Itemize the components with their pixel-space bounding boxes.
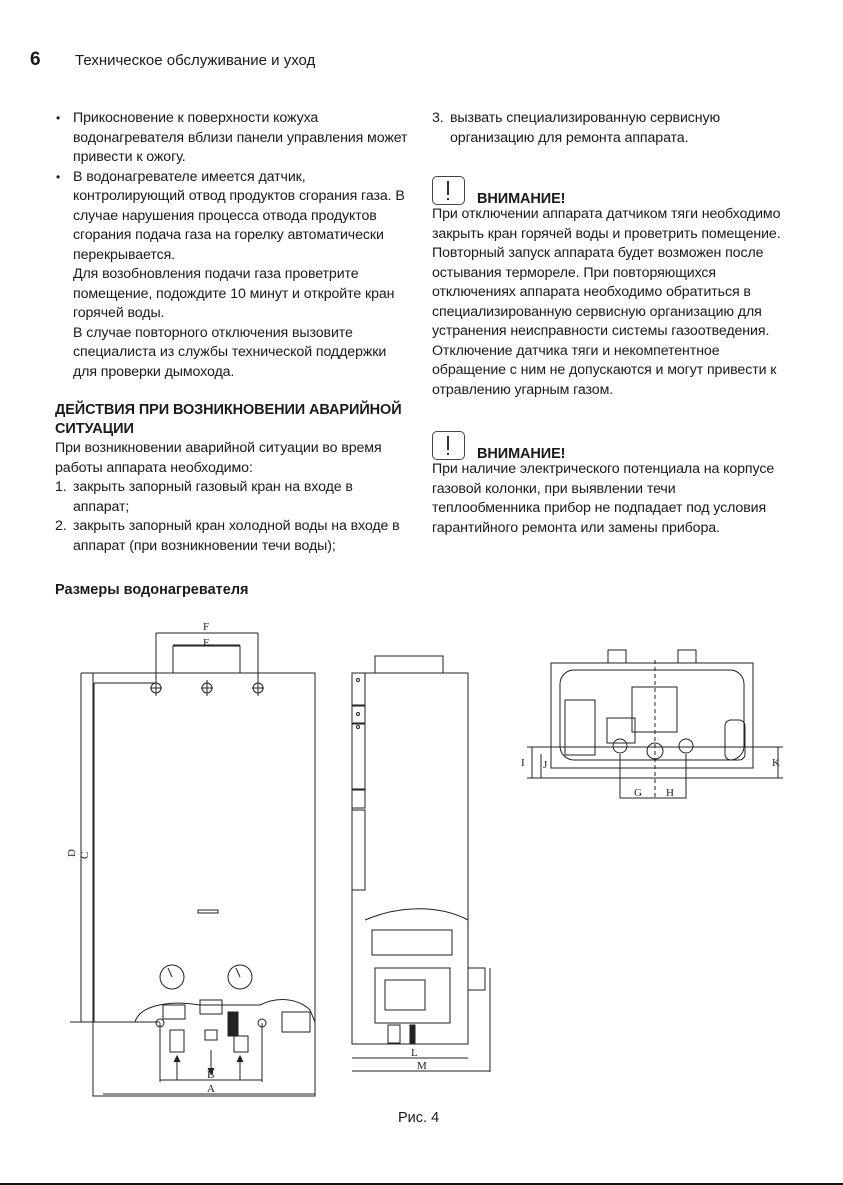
dim-label-K: K (772, 757, 780, 769)
dim-label-M: M (417, 1060, 427, 1072)
bullet-paragraph: Для возобновления подачи газа проветрите помещение, подождите 10 минут и откройте кран горячей воды. (73, 266, 395, 321)
dim-label-L: L (411, 1047, 418, 1059)
dim-label-J: J (543, 759, 548, 771)
dim-label-D: D (66, 849, 78, 857)
dim-label-C: C (79, 851, 91, 859)
warning-label: ВНИМАНИЕ! (477, 191, 566, 207)
step-text: закрыть запорный газовый кран на входе в аппарат; (73, 479, 353, 515)
bottom-view (527, 650, 783, 798)
dim-label-B: B (207, 1069, 215, 1081)
figure-caption: Рис. 4 (398, 1110, 440, 1126)
step-number: 3. (432, 110, 444, 126)
bullet-item: • В водонагревателе имеется датчик, контролирующий отвод продуктов сгорания газа. В случае нарушения процесса отвода продуктов сгорания подача газа на горелку автоматически перекрывается. (55, 168, 410, 266)
dim-label-E: E (203, 637, 210, 649)
bullet-item: • Прикосновение к поверхности кожуха водонагревателя вблизи панели управления может привести к ожогу. (55, 109, 410, 168)
page-number: 6 (30, 49, 41, 70)
step-text: вызвать специализированную сервисную организацию для ремонта аппарата. (450, 110, 721, 146)
step-number: 2. (55, 518, 67, 534)
mounting-hole-icon (150, 680, 264, 696)
step-number: 1. (55, 479, 67, 495)
dim-label-I: I (521, 757, 525, 769)
dim-label-H: H (666, 787, 674, 799)
dim-label-A: A (207, 1083, 215, 1095)
emergency-heading: ДЕЙСТВИЯ ПРИ ВОЗНИКНОВЕНИИ АВАРИЙНОЙ СИТУАЦИИ (55, 402, 402, 437)
warning-text: При наличие электрического потенциала на корпусе газовой колонки, при выявлении течи теплообменника прибор не подпадает под условия гарантийного ремонта или замены прибора. (432, 461, 775, 536)
figure-title: Размеры водонагревателя (55, 582, 249, 598)
bullet-paragraph: В случае повторного отключения вызовите специалиста из службы технической поддержки для проверки дымохода. (73, 324, 387, 380)
page-header-title: Техническое обслуживание и уход (75, 52, 316, 69)
front-view (70, 633, 315, 1096)
step-text: закрыть запорный кран холодной воды на входе в аппарат (при возникновении течи воды); (73, 518, 400, 554)
dim-label-F: F (203, 621, 210, 633)
side-view (352, 656, 490, 1072)
emergency-intro: При возникновении аварийной ситуации во время работы аппарата необходимо: (55, 440, 382, 476)
dim-label-G: G (634, 787, 642, 799)
warning-text: При отключении аппарата датчиком тяги необходимо закрыть кран горячей воды и проветрить помещение. Повторный запуск аппарата будет возможен после остывания термореле. При повторяющихся отключениях аппарата необходимо обратиться в специализированную сервисную организацию для устранения неисправности системы газоотведения. Отключение датчика тяги и некомпетентное обращение с ним не допускаются и могут привести к отравлению угарным газом. (432, 206, 781, 398)
warning-label: ВНИМАНИЕ! (477, 446, 566, 462)
